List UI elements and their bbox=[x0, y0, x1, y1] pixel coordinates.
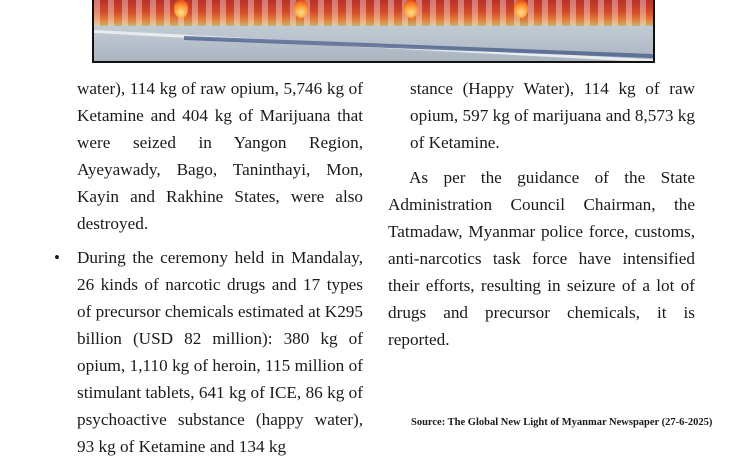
fire-icon bbox=[174, 0, 188, 18]
fire-icon bbox=[404, 0, 418, 18]
destruction-ceremony-photo bbox=[92, 0, 655, 63]
mandalay-ceremony-bullet bbox=[54, 244, 363, 460]
fire-icon bbox=[294, 0, 308, 18]
right-column bbox=[388, 75, 695, 353]
left-column bbox=[54, 75, 363, 460]
fire-icon bbox=[514, 0, 528, 18]
left-continued-paragraph: water), 114 kg of raw opium, 5,746 kg of Ketamine and 404 kg of Marijuana that were seized in Yangon Region, Ayeyawady, Bago, Taninthayi, Mon, Kayin and Rakhine States, were also destroyed. bbox=[77, 79, 363, 233]
source-credit: Source: The Global New Light of Myanmar Newspaper (27-6-2025) bbox=[411, 417, 713, 428]
bullet-paragraph: During the ceremony held in Mandalay, 26 kinds of narcotic drugs and 17 types of precursor chemicals estimated at K295 billion (USD 82 million): 380 kg of opium, 1,110 kg of heroin, 115 million of stimulant tablets, 641 kg of ICE, 86 kg of psychoactive substance (happy water), 93 kg of Ketamine and 134 kg bbox=[77, 248, 363, 456]
right-continued-paragraph: stance (Happy Water), 114 kg of raw opium, 597 kg of marijuana and 8,573 kg of Ketamine. bbox=[410, 79, 695, 152]
guidance-paragraph: As per the guidance of the State Administration Council Chairman, the Tatmadaw, Myanmar police force, customs, anti-narcotics task force have intensified their efforts, resulting in seizure of a lot of drugs and precursor chemicals, it is reported. bbox=[388, 168, 695, 349]
bullet-icon: • bbox=[54, 248, 60, 267]
